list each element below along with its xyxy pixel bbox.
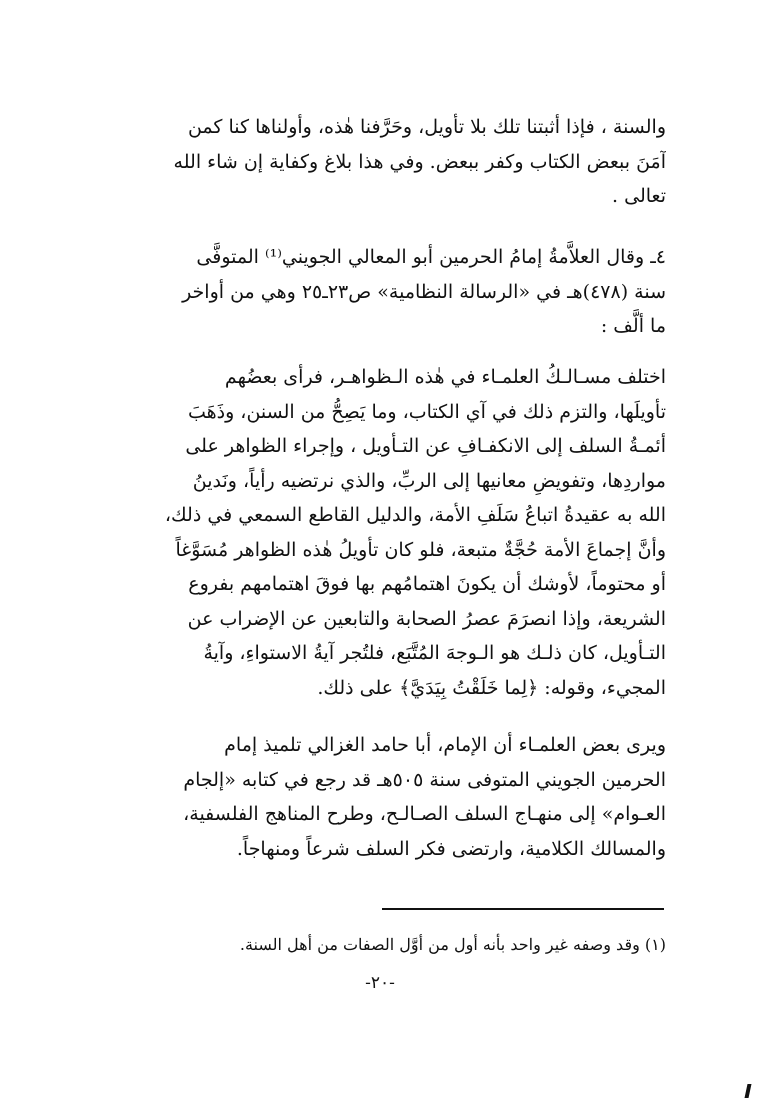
text-line: وأنَّ إجماعَ الأمة حُجَّةٌ متبعة، فلو كان تأويلُ هٰذه الظواهر مُسَوَّغاً [175, 538, 666, 561]
item-4-paragraph [100, 240, 666, 344]
quoted-passage [100, 360, 666, 705]
text-line: اختلف مسـالـكُ العلمـاء في هٰذه الـظواهـر، فرأى بعضُهم [224, 366, 666, 388]
intro-paragraph [100, 110, 666, 214]
text-line: سنة (٤٧٨)هـ في «الرسالة النظامية» ص٢٣ـ٢٥ وهي من أواخر [182, 280, 666, 303]
text-line: ما ألَّف : [600, 315, 666, 337]
page-number: -٢٠- [365, 973, 395, 993]
text-line: والسنة ، فإذا أثبتنا تلك بلا تأويل، وحَرَّفنا هٰذه، وأولناها كنا كمن [187, 116, 666, 138]
footnote: (١) وقد وصفه غير واحد بأنه أول من أوَّل الصفات من أهل السنة. [239, 935, 666, 954]
text-line: الله به عقيدةُ اتباعُ سَلَفِ الأمة، والدليل القاطع السمعي في ذلك، [164, 504, 666, 526]
text-line: مواردِها، وتفويضِ معانيها إلى الربِّ، والذي نرتضيه رأياً، ونَدينُ [192, 469, 666, 492]
text-line: ويرى بعض العلمـاء أن الإمام، أبا حامد الغزالي تلميذ إمام [224, 734, 666, 756]
text-line: تعالى . [612, 185, 666, 207]
text-line: ٤ـ وقال العلاَّمةُ إمامُ الحرمين أبو المعالي الجويني⁽¹⁾ المتوفَّى [196, 246, 666, 268]
closing-paragraph [100, 728, 666, 866]
footnote-separator [382, 908, 664, 910]
text-line: العـوام» إلى منهـاج السلف الصـالـح، وطرح المناهج الفلسفية، [183, 803, 666, 825]
text-line: آمَنَ ببعض الكتاب وكفر ببعض. وفي هذا بلاغ وكفاية إن شاء الله [173, 150, 666, 173]
text-line: والمسالك الكلامية، وارتضى فكر السلف شرعاً ومنهاجاً. [236, 837, 666, 860]
text-line: الحرمين الجويني المتوفى سنة ٥٠٥هـ قد رجع في كتابه «إلجام [183, 768, 666, 791]
text-line: التـأويل، كان ذلـك هو الـوجهَ المُتَّبَع، فلتُجر آيةُ الاستواءِ، وآيةُ [203, 642, 666, 664]
text-line: أو محتوماً، لأوشك أن يكونَ اهتمامُهم بها فوقَ اهتمامهم بفروع [188, 573, 666, 595]
scan-mark [745, 1084, 752, 1098]
text-line: الشريعة، وإذا انصرَمَ عصرُ الصحابة والتابعين عن الإضراب عن [187, 607, 666, 630]
text-line: المجيء، وقوله: ﴿لِما خَلَقْتُ بِيَدَيَّ﴾ على ذلك. [317, 676, 666, 699]
text-line: تأويلَها، والتزم ذلك في آي الكتاب، وما يَصِحُّ من السنن، وذَهَبَ [187, 400, 666, 423]
text-line: أئمـةُ السلف إلى الانكفـافِ عن التـأويل ، وإجراء الظواهر على [185, 435, 666, 457]
